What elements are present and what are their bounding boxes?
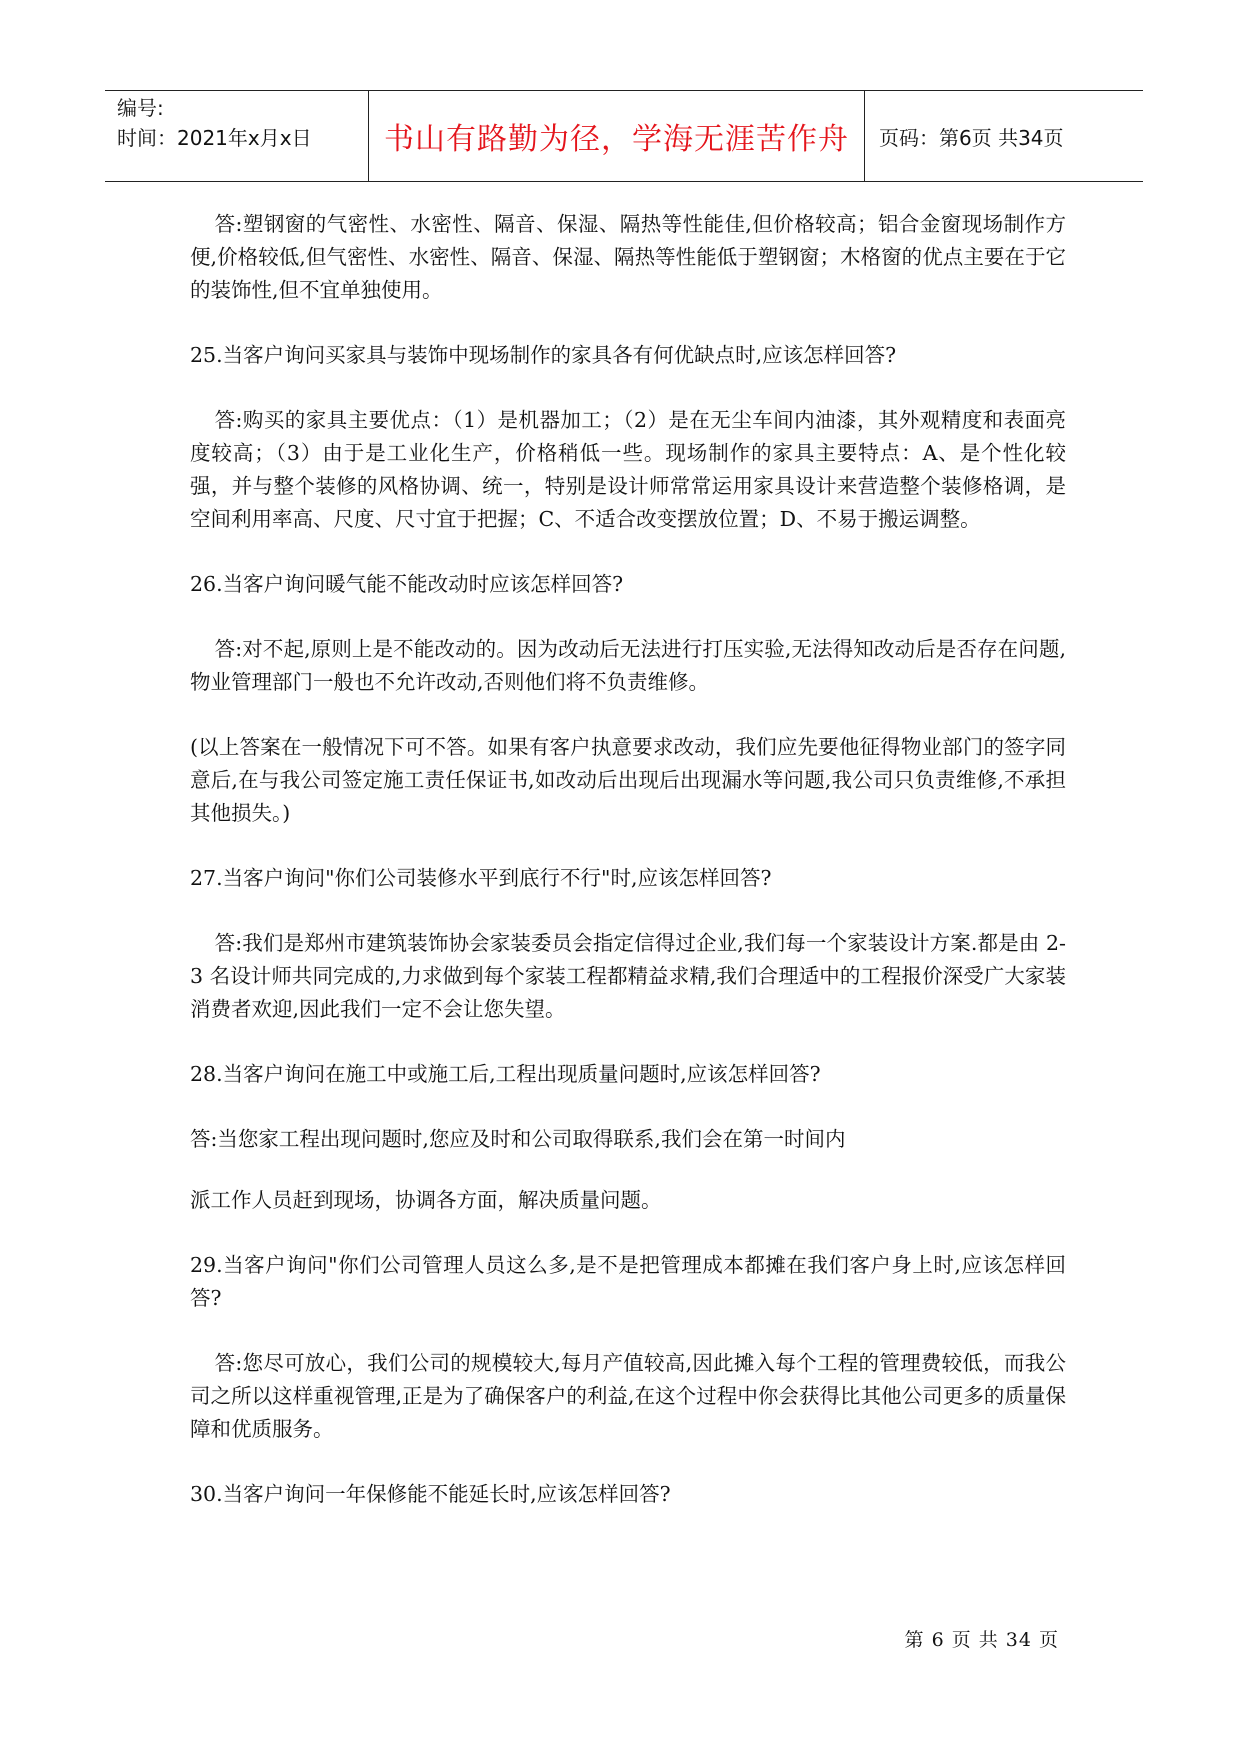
answer-28-line-2: 派工作人员赶到现场，协调各方面，解决质量问题。 bbox=[190, 1188, 662, 1212]
document-date: 时间：2021年x月x日 bbox=[117, 126, 312, 150]
question-25: 25.当客户询问买家具与装饰中现场制作的家具各有何优缺点时,应该怎样回答? bbox=[190, 343, 897, 367]
answer-29: 答:您尽可放心，我们公司的规模较大,每月产值较高,因此摊入每个工程的管理费较低，而我公司之所以这样重视管理,正是为了确保客户的利益,在这个过程中你会获得比其他公司更多的质量保障和优质服务。 bbox=[190, 1351, 1066, 1441]
note-26: (以上答案在一般情况下可不答。如果有客户执意要求改动，我们应先要他征得物业部门的签字同意后,在与我公司签定施工责任保证书,如改动后出现后出现漏水等问题,我公司只负责维修,不承担其他损失。) bbox=[190, 735, 1066, 825]
answer-28-line-1: 答:当您家工程出现问题时,您应及时和公司取得联系,我们会在第一时间内 bbox=[190, 1127, 846, 1151]
answer-paragraph: 答:塑钢窗的气密性、水密性、隔音、保湿、隔热等性能佳,但价格较高；铝合金窗现场制作方便,价格较低,但气密性、水密性、隔音、保湿、隔热等性能低于塑钢窗；木格窗的优点主要在于它的装饰性,但不宜单独使用。 bbox=[190, 212, 1066, 302]
header-motto: 书山有路勤为径，学海无涯苦作舟 bbox=[369, 91, 865, 181]
question-29: 29.当客户询问"你们公司管理人员这么多,是不是把管理成本都摊在我们客户身上时,应该怎样回答? bbox=[190, 1253, 1066, 1310]
question-26: 26.当客户询问暖气能不能改动时应该怎样回答? bbox=[190, 572, 624, 596]
question-28: 28.当客户询问在施工中或施工后,工程出现质量问题时,应该怎样回答? bbox=[190, 1062, 821, 1086]
answer-27: 答:我们是郑州市建筑装饰协会家装委员会指定信得过企业,我们每一个家装设计方案.都是由 2-3 名设计师共同完成的,力求做到每个家装工程都精益求精,我们合理适中的工程报价深受广大家装消费者欢迎,因此我们一定不会让您失望。 bbox=[190, 931, 1066, 1021]
page-footer: 第 6 页 共 34 页 bbox=[904, 1629, 1059, 1651]
answer-25: 答:购买的家具主要优点：（1）是机器加工；（2）是在无尘车间内油漆，其外观精度和表面亮度较高；（3）由于是工业化生产，价格稍低一些。现场制作的家具主要特点：A、是个性化较强，并与整个装修的风格协调、统一，特别是设计师常常运用家具设计来营造整个装修格调，是空间利用率高、尺度、尺寸宜于把握；C、不适合改变摆放位置；D、不易于搬运调整。 bbox=[190, 408, 1066, 531]
question-27: 27.当客户询问"你们公司装修水平到底行不行"时,应该怎样回答? bbox=[190, 866, 772, 890]
page-header bbox=[105, 90, 1143, 182]
document-number-label: 编号: bbox=[117, 96, 164, 120]
question-30: 30.当客户询问一年保修能不能延长时,应该怎样回答? bbox=[190, 1482, 671, 1506]
header-page-code: 页码：第6页 共34页 bbox=[879, 125, 1064, 150]
answer-26: 答:对不起,原则上是不能改动的。因为改动后无法进行打压实验,无法得知改动后是否存在问题,物业管理部门一般也不允许改动,否则他们将不负责维修。 bbox=[190, 637, 1066, 694]
header-meta bbox=[105, 91, 369, 181]
document-body bbox=[190, 208, 1066, 1543]
